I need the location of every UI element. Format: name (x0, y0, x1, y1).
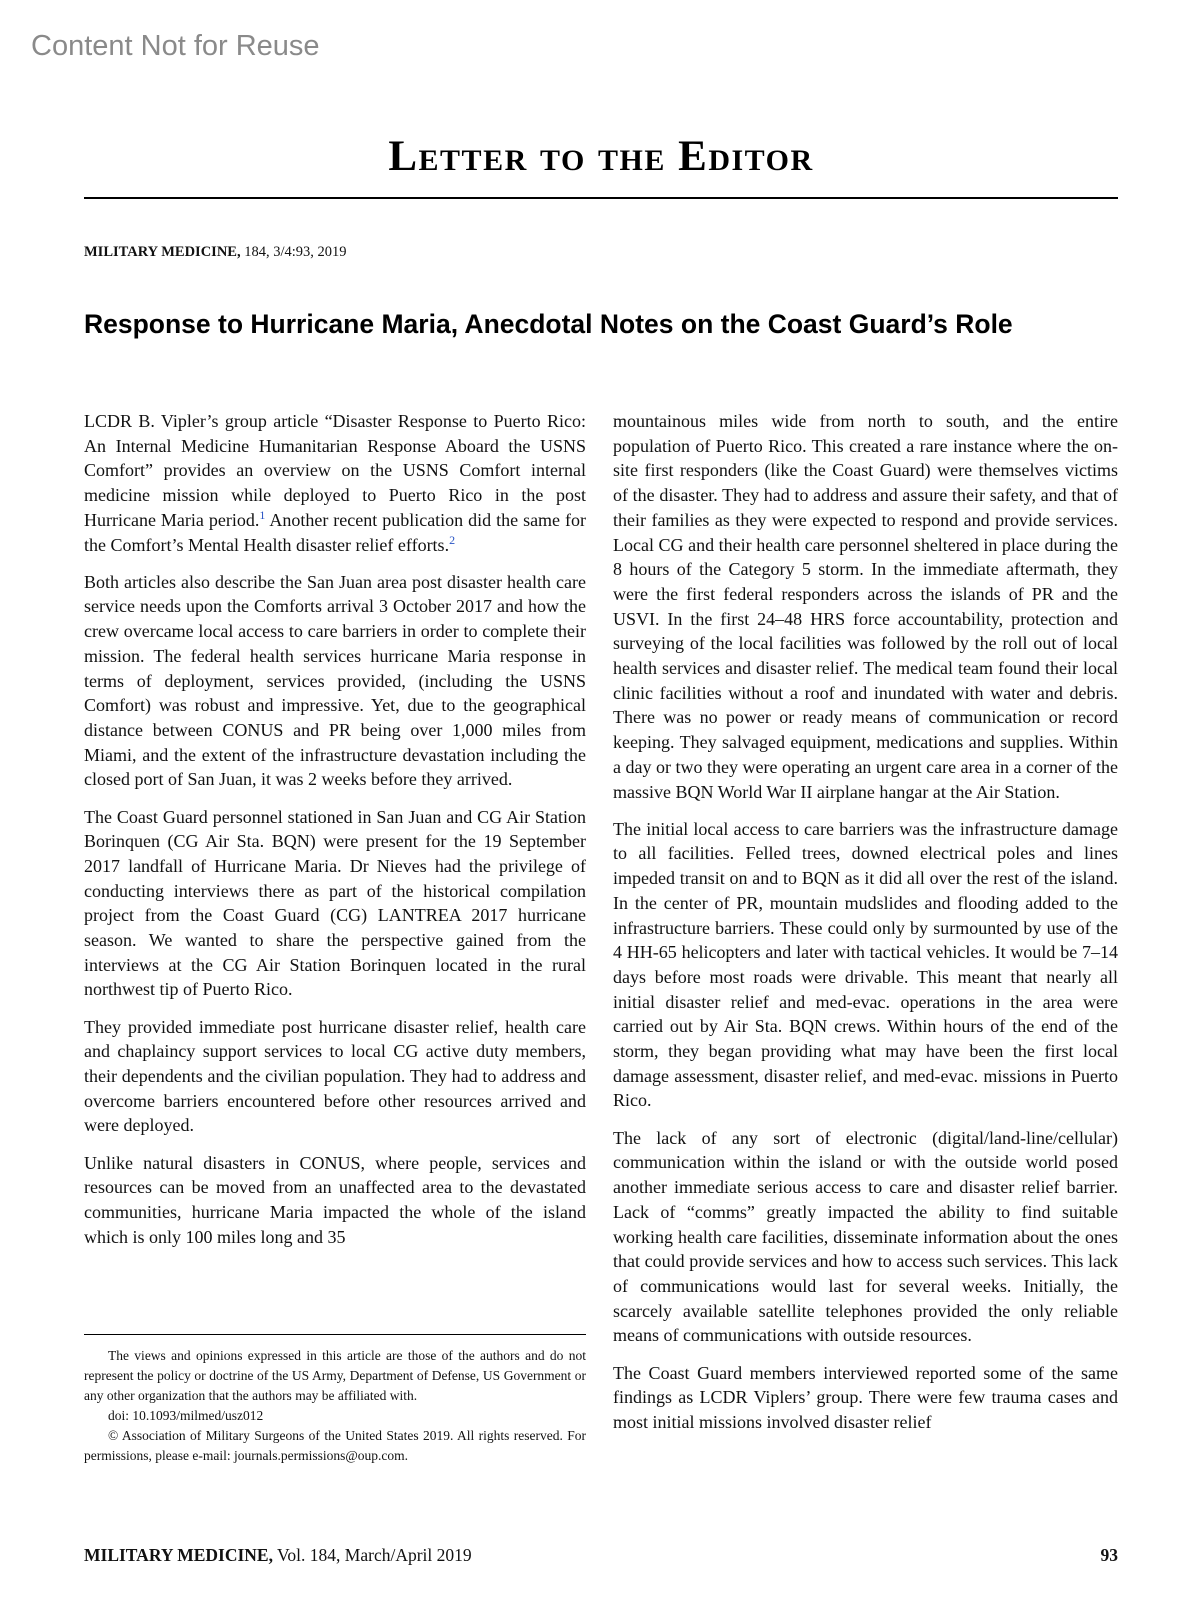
citation-journal: MILITARY MEDICINE, (84, 244, 241, 260)
paragraph: The Coast Guard members interviewed reported some of the same findings as LCDR Viplers’ group. There were few trauma cases and most initial missions involved disaster relief (613, 1362, 1118, 1432)
paragraph: mountainous miles wide from north to south, and the entire population of Puerto Rico. This created a rare instance where the on-site first responders (like the Coast Guard) were themselves victims of the disaster. They had to address and assure their safety, and that of their families as they were expected to respond and provide services. Local CG and their health care personnel sheltered in place during the 8 hours of the Category 5 storm. In the immediate aftermath, they were the first federal responders across the islands of PR and the USVI. In the first 24–48 HRS force accountability, protection and surveying of the local facilities was followed by the roll out of local health services and disaster relief. The medical team found their local clinic facilities without a roof and inundated with water and debris. There was no power or ready means of communication or record keeping. They salvaged equipment, medications and supplies. Within a day or two they were operating an urgent care area in a corner of the massive BQN World War II airplane hangar at the Air Station. (613, 411, 1118, 802)
paragraph: The initial local access to care barriers was the infrastructure damage to all facilities. Felled trees, downed electrical poles and lines impeded transit on and to BQN as it did all over the rest of the island. In the center of PR, mountain mudslides and flooding added to the infrastructure barriers. These could only by surmounted by use of the 4 HH-65 helicopters and later with tactical vehicles. It would be 7–14 days before most roads were drivable. This meant that nearly all initial disaster relief and med-evac. operations in the area were carried out by Air Sta. BQN crews. Within hours of the end of the storm, they began providing what may have been the first local damage assessment, disaster relief, and med-evac. missions in Puerto Rico. (613, 818, 1118, 1111)
paragraph: Unlike natural disasters in CONUS, where people, services and resources can be moved from an unaffected area to the devastated communities, hurricane Maria impacted the whole of the island which is only 100 miles long and 35 (84, 1152, 586, 1247)
footer-issue: Vol. 184, March/April 2019 (272, 1545, 472, 1565)
paragraph: They provided immediate post hurricane disaster relief, health care and chaplaincy support services to local CG active duty members, their dependents and the civilian population. They had to address and overcome barriers encountered before other resources arrived and were deployed. (84, 1016, 586, 1136)
paragraph (84, 409, 586, 557)
header-rule (84, 197, 1118, 199)
footnote-copyright: © Association of Military Surgeons of the United States 2019. All rights reserved. For permissions, please e-mail: journals.permissions@oup.com. (84, 1428, 586, 1463)
paragraph: The lack of any sort of electronic (digital/land-line/cellular) communication within the island or with the outside world posed another immediate serious access to care and disaster relief barrier. Lack of “comms” greatly impacted the ability to find suitable working health care facilities, disseminate information about the ones that could provide services and how to access such services. This lack of communications would last for several weeks. Initially, the scarcely available satellite telephones provided the only reliable means of communications with outside resources. (613, 1127, 1118, 1346)
section-title: Letter to the Editor (388, 133, 814, 180)
reference-link[interactable]: 2 (449, 532, 456, 547)
footnote-disclaimer: The views and opinions expressed in this article are those of the authors and do not represent the policy or doctrine of the US Army, Department of Defense, US Government or any other organization that the authors may be affiliated with. (84, 1348, 586, 1403)
left-column (84, 409, 586, 1262)
watermark: Content Not for Reuse (31, 30, 320, 62)
citation-details: 184, 3/4:93, 2019 (240, 244, 347, 260)
right-column (613, 409, 1118, 1447)
page-number: 93 (1100, 1545, 1118, 1565)
paragraph-text: Another recent publication did the same for the Comfort’s Mental Health disaster relief efforts. (84, 509, 587, 555)
paragraph: Both articles also describe the San Juan area post disaster health care service needs upon the Comforts arrival 3 October 2017 and how the crew overcame local access to care barriers in order to complete their mission. The federal health services hurricane Maria response in terms of deployment, services provided, (including the USNS Comfort) was robust and impressive. Yet, due to the geographical distance between CONUS and PR being over 1,000 miles from Miami, and the extent of the infrastructure devastation including the closed port of San Juan, it was 2 weeks before they arrived. (84, 571, 586, 790)
page-footer (84, 1545, 472, 1566)
paragraph: The Coast Guard personnel stationed in San Juan and CG Air Station Borinquen (CG Air Sta. BQN) were present for the 19 September 2017 landfall of Hurricane Maria. Dr Nieves had the privilege of conducting interviews there as part of the historical compilation project from the Coast Guard (CG) LANTREA 2017 hurricane season. We wanted to share the perspective gained from the interviews at the CG Air Station Borinquen located in the rural northwest tip of Puerto Rico. (84, 806, 586, 1000)
citation-line (84, 244, 347, 261)
footer-journal: MILITARY MEDICINE, (84, 1545, 273, 1565)
article-title: Response to Hurricane Maria, Anecdotal Notes on the Coast Guard’s Role (84, 309, 1013, 339)
paragraph-text: LCDR B. Vipler’s group article “Disaster Response to Puerto Rico: An Internal Medicine Humanitarian Response Aboard the USNS Comfort” provides an overview on the USNS Comfort internal medicine mission while deployed to Puerto Rico in the post Hurricane Maria period. (84, 411, 586, 530)
footnote (84, 1346, 586, 1466)
footnote-doi: doi: 10.1093/milmed/usz012 (108, 1408, 264, 1423)
reference-link[interactable]: 1 (259, 507, 266, 522)
footnote-rule (84, 1334, 586, 1335)
